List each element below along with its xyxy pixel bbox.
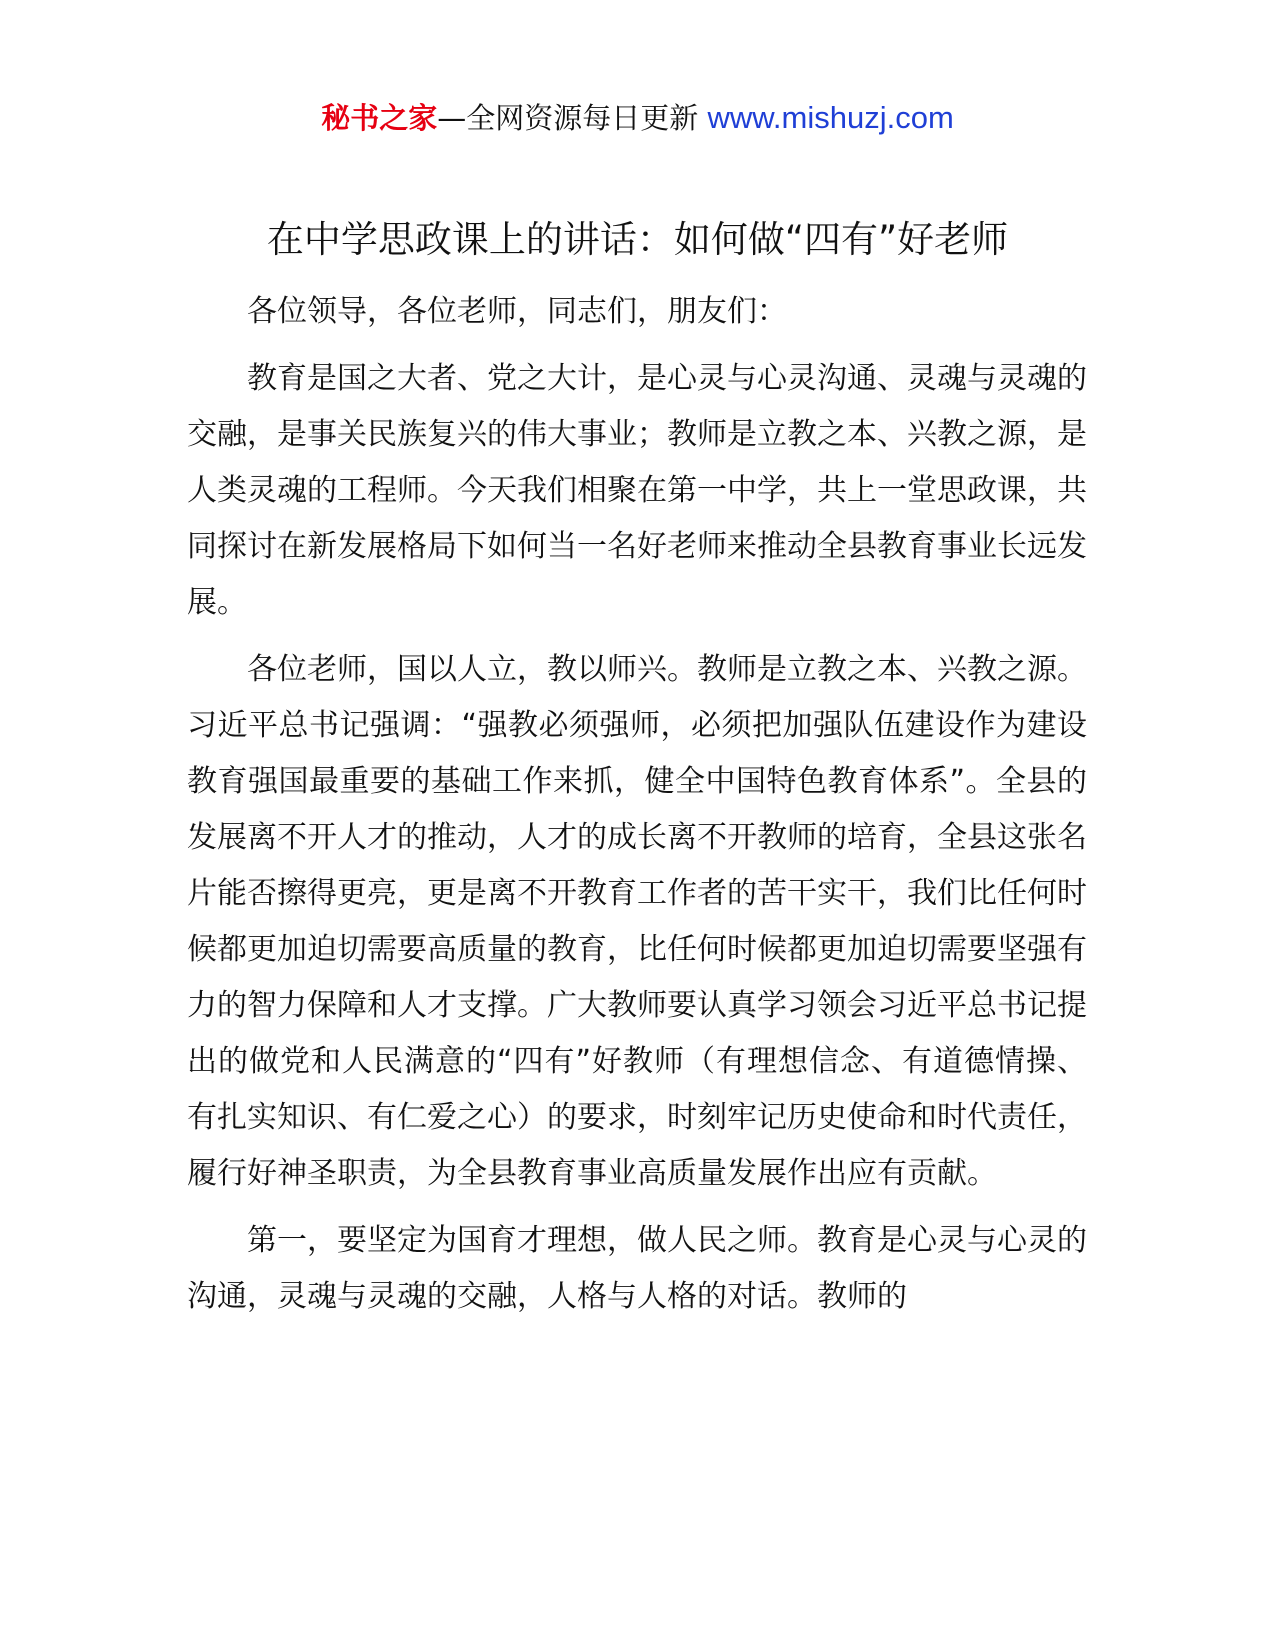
- salutation-paragraph: 各位领导，各位老师，同志们，朋友们：: [247, 294, 787, 329]
- body-paragraph: 各位老师，国以人立，教以师兴。教师是立教之本、兴教之源。习近平总书记强调：“强教必须强师，必须把加强队伍建设作为建设教育强国最重要的基础工作来抓，健全中国特色教育体系”。全县的发展离不开人才的推动，人才的成长离不开教师的培育，全县这张名片能否擦得更亮，更是离不开教育工作者的苦干实干，我们比任何时候都更加迫切需要高质量的教育，比任何时候都更加迫切需要坚强有力的智力保障和人才支撑。广大教师要认真学习领会习近平总书记提出的做党和人民满意的“四有”好教师（有理想信念、有道德情操、有扎实知识、有仁爱之心）的要求，时刻牢记历史使命和时代责任，履行好神圣职责，为全县教育事业高质量发展作出应有贡献。: [187, 652, 1087, 1191]
- body-paragraph: 教育是国之大者、党之大计，是心灵与心灵沟通、灵魂与灵魂的交融，是事关民族复兴的伟大事业；教师是立教之本、兴教之源，是人类灵魂的工程师。今天我们相聚在第一中学，共上一堂思政课，共同探讨在新发展格局下如何当一名好老师来推动全县教育事业长远发展。: [187, 361, 1087, 620]
- body-paragraph: 第一，要坚定为国育才理想，做人民之师。教育是心灵与心灵的沟通，灵魂与灵魂的交融，人格与人格的对话。教师的: [187, 1223, 1087, 1314]
- document-title: 在中学思政课上的讲话：如何做“四有”好老师: [266, 218, 1009, 261]
- site-header: [0, 96, 1275, 140]
- document-body: [187, 284, 1087, 1336]
- site-url-link[interactable]: www.mishuzj.com: [707, 100, 954, 135]
- site-brand: 秘书之家: [321, 101, 438, 135]
- site-tagline: —全网资源每日更新: [437, 101, 699, 135]
